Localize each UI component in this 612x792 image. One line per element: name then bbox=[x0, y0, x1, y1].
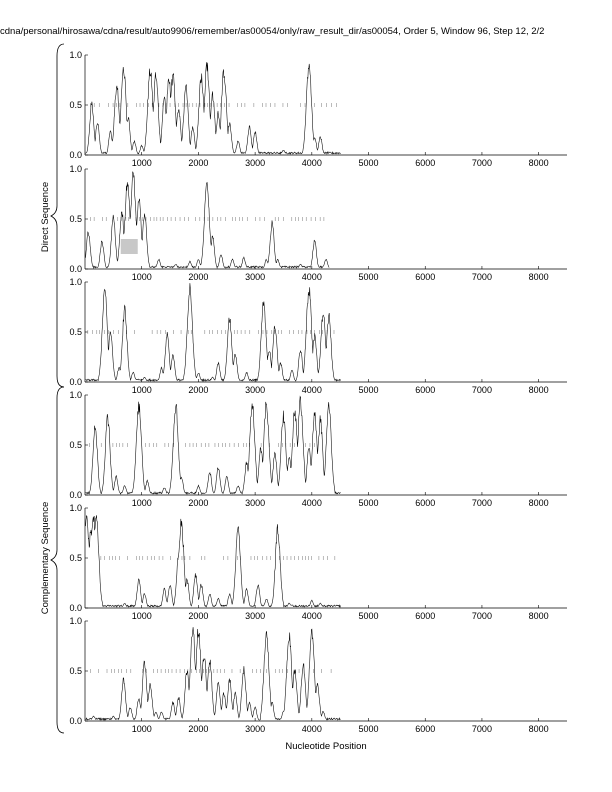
x-tick-label: 8000 bbox=[528, 272, 549, 282]
x-tick-label: 1000 bbox=[131, 498, 152, 508]
x-tick-label: 6000 bbox=[415, 498, 436, 508]
x-tick-label: 1000 bbox=[131, 385, 152, 395]
y-tick-label: 0.5 bbox=[69, 327, 82, 337]
y-tick-label: 0.0 bbox=[69, 377, 82, 387]
y-tick-label: 0.0 bbox=[69, 150, 82, 160]
x-tick-label: 5000 bbox=[358, 385, 379, 395]
x-tick-label: 4000 bbox=[301, 611, 322, 621]
x-tick-label: 2000 bbox=[188, 498, 209, 508]
x-tick-label: 8000 bbox=[528, 724, 549, 734]
x-tick-label: 8000 bbox=[528, 498, 549, 508]
x-tick-label: 3000 bbox=[245, 498, 266, 508]
group-brace-direct bbox=[51, 44, 64, 387]
x-tick-label: 4000 bbox=[301, 272, 322, 282]
x-tick-label: 7000 bbox=[471, 385, 492, 395]
x-tick-label: 3000 bbox=[245, 272, 266, 282]
x-tick-label: 1000 bbox=[131, 611, 152, 621]
x-tick-label: 8000 bbox=[528, 158, 549, 168]
x-tick-label: 7000 bbox=[471, 724, 492, 734]
x-tick-label: 8000 bbox=[528, 611, 549, 621]
panel-5 bbox=[69, 503, 567, 621]
series-line bbox=[86, 283, 341, 381]
x-tick-label: 4000 bbox=[301, 385, 322, 395]
y-tick-label: 0.0 bbox=[69, 716, 82, 726]
y-tick-label: 0.5 bbox=[69, 666, 82, 676]
x-tick-label: 8000 bbox=[528, 385, 549, 395]
panel-6 bbox=[69, 616, 567, 734]
x-tick-label: 5000 bbox=[358, 158, 379, 168]
y-tick-label: 0.5 bbox=[69, 100, 82, 110]
x-tick-label: 7000 bbox=[471, 611, 492, 621]
x-tick-label: 7000 bbox=[471, 498, 492, 508]
series-line bbox=[86, 627, 341, 720]
x-tick-label: 3000 bbox=[245, 158, 266, 168]
y-tick-label: 0.0 bbox=[69, 603, 82, 613]
x-tick-label: 1000 bbox=[131, 158, 152, 168]
y-tick-label: 1.0 bbox=[69, 503, 82, 513]
panel-3 bbox=[69, 277, 567, 395]
chart-title: cdna/personal/hirosawa/cdna/result/auto9906/remember/as00054/only/raw_result_dir/as00054, Order 5, Window 96, Step 12, 2/2 bbox=[0, 26, 545, 37]
x-tick-label: 2000 bbox=[188, 724, 209, 734]
x-tick-label: 1000 bbox=[131, 272, 152, 282]
x-tick-label: 6000 bbox=[415, 272, 436, 282]
x-axis-label: Nucleotide Position bbox=[285, 741, 367, 752]
x-tick-label: 5000 bbox=[358, 724, 379, 734]
series-line bbox=[86, 396, 341, 494]
x-tick-label: 4000 bbox=[301, 158, 322, 168]
y-tick-label: 0.5 bbox=[69, 214, 82, 224]
group-brace-complementary bbox=[51, 387, 64, 733]
y-tick-label: 0.0 bbox=[69, 490, 82, 500]
y-tick-label: 0.5 bbox=[69, 553, 82, 563]
x-tick-label: 5000 bbox=[358, 498, 379, 508]
x-tick-label: 7000 bbox=[471, 272, 492, 282]
panel-4 bbox=[69, 390, 567, 508]
y-tick-label: 1.0 bbox=[69, 390, 82, 400]
y-tick-label: 0.5 bbox=[69, 440, 82, 450]
panel-1 bbox=[69, 50, 567, 168]
series-line bbox=[86, 62, 341, 154]
group-label-complementary: Complementary Sequence bbox=[40, 501, 51, 615]
x-tick-label: 2000 bbox=[188, 385, 209, 395]
x-tick-label: 3000 bbox=[245, 385, 266, 395]
x-tick-label: 4000 bbox=[301, 724, 322, 734]
x-tick-label: 2000 bbox=[188, 272, 209, 282]
y-tick-label: 1.0 bbox=[69, 277, 82, 287]
chart-panels bbox=[69, 50, 567, 734]
panel-2 bbox=[69, 164, 567, 282]
x-tick-label: 7000 bbox=[471, 158, 492, 168]
x-tick-label: 5000 bbox=[358, 611, 379, 621]
series-line bbox=[86, 515, 341, 607]
y-tick-label: 1.0 bbox=[69, 616, 82, 626]
highlight-region bbox=[121, 239, 138, 254]
x-tick-label: 6000 bbox=[415, 611, 436, 621]
x-tick-label: 1000 bbox=[131, 724, 152, 734]
x-tick-label: 2000 bbox=[188, 158, 209, 168]
x-tick-label: 6000 bbox=[415, 385, 436, 395]
x-tick-label: 3000 bbox=[245, 611, 266, 621]
x-tick-label: 5000 bbox=[358, 272, 379, 282]
y-tick-label: 1.0 bbox=[69, 50, 82, 60]
y-tick-label: 0.0 bbox=[69, 264, 82, 274]
x-tick-label: 3000 bbox=[245, 724, 266, 734]
x-tick-label: 2000 bbox=[188, 611, 209, 621]
x-tick-label: 6000 bbox=[415, 158, 436, 168]
group-label-direct: Direct Sequence bbox=[40, 181, 51, 253]
y-tick-label: 1.0 bbox=[69, 164, 82, 174]
x-tick-label: 6000 bbox=[415, 724, 436, 734]
x-tick-label: 4000 bbox=[301, 498, 322, 508]
